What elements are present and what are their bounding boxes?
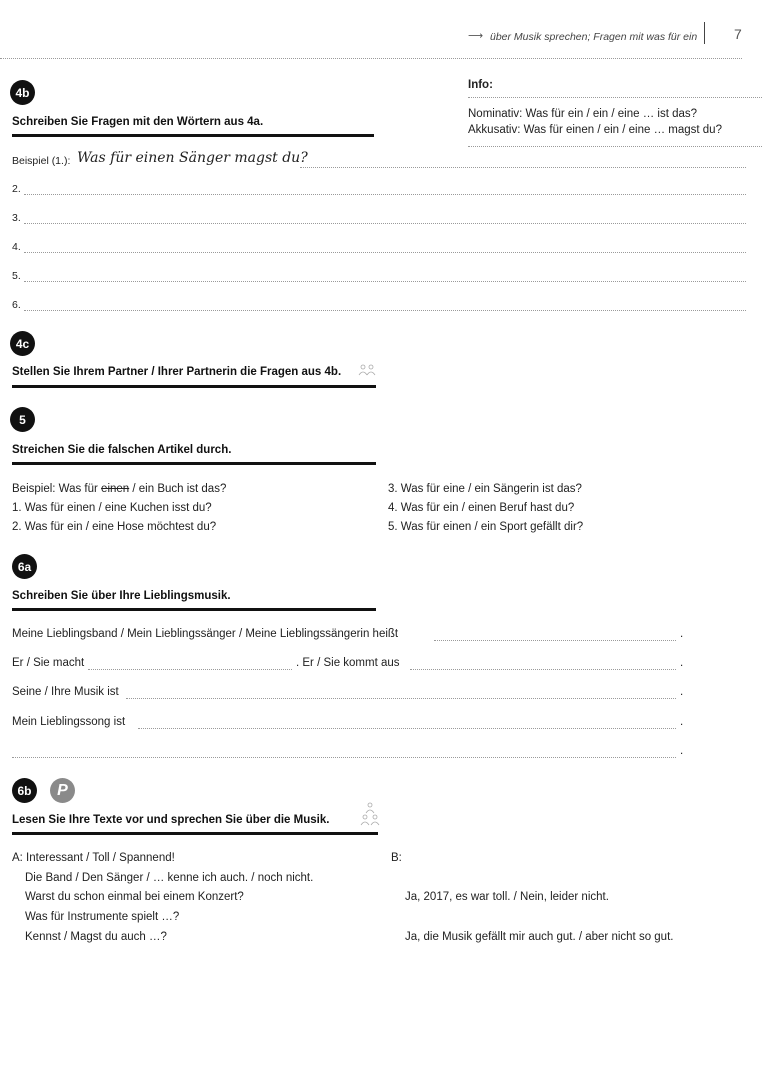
exercise-badge-6a: 6a [12, 554, 37, 579]
line-end-period: . [680, 686, 684, 698]
struck-article: einen [101, 483, 130, 495]
answer-label-6: 6. [12, 299, 21, 311]
exercise-5-item-5[interactable]: 5. Was für einen / ein Sport gefällt dir? [388, 521, 584, 533]
line-end-period: . [680, 657, 684, 669]
dialog-a-line: Die Band / Den Sänger / … kenne ich auch. / noch nicht. [25, 872, 314, 884]
header-divider [704, 22, 705, 44]
arrow-icon: ⟶ [468, 30, 484, 42]
example-suffix: / ein Buch ist das? [129, 483, 227, 495]
music-description-label: Seine / Ihre Musik ist [12, 686, 119, 698]
answer-label-2: 2. [12, 183, 21, 195]
example-prefix: Beispiel: Was für [12, 483, 102, 495]
favorite-band-label: Meine Lieblingsband / Mein Lieblingssänger / Meine Lieblingssängerin heißt [12, 628, 399, 640]
example-answer-line [300, 167, 746, 168]
info-nominativ: Nominativ: Was für ein / ein / eine … ist das? [468, 108, 698, 120]
exercise-5-instruction: Streichen Sie die falschen Artikel durch. [12, 444, 232, 456]
exercise-5-item-4[interactable]: 4. Was für ein / einen Beruf hast du? [388, 502, 575, 514]
exercise-5-item-2[interactable]: 2. Was für ein / eine Hose möchtest du? [12, 521, 217, 533]
answer-field-3[interactable] [24, 223, 746, 224]
favorite-song-label: Mein Lieblingssong ist [12, 716, 126, 728]
exercise-6a-instruction: Schreiben Sie über Ihre Lieblingsmusik. [12, 590, 231, 602]
dialog-a-line: Was für Instrumente spielt …? [25, 911, 180, 923]
answer-label-4: 4. [12, 241, 21, 253]
group-work-icon [360, 802, 380, 828]
exercise-5-item-3[interactable]: 3. Was für eine / ein Sängerin ist das? [388, 483, 582, 495]
answer-field-4[interactable] [24, 252, 746, 253]
origin-label: . Er / Sie kommt aus [296, 657, 400, 669]
info-akkusativ: Akkusativ: Was für einen / ein / eine … magst du? [468, 124, 722, 136]
origin-field[interactable] [410, 669, 676, 670]
line-end-period: . [680, 716, 684, 728]
dialog-a-line: A: Interessant / Toll / Spannend! [12, 852, 175, 864]
header-line [0, 58, 742, 59]
music-genre-field[interactable] [88, 669, 292, 670]
exercise-4b-instruction: Schreiben Sie Fragen mit den Wörtern aus 4a. [12, 116, 264, 128]
exercise-badge-4b: 4b [10, 80, 35, 105]
dialog-a-line: Kennst / Magst du auch …? [25, 931, 167, 943]
exercise-6a-rule [12, 608, 376, 611]
dialog-a-line: Warst du schon einmal bei einem Konzert? [25, 891, 244, 903]
exercise-5-example [12, 483, 226, 495]
answer-field-6[interactable] [24, 310, 746, 311]
favorite-song-field[interactable] [138, 728, 676, 729]
answer-field-2[interactable] [24, 194, 746, 195]
dialog-b-line: Ja, 2017, es war toll. / Nein, leider nicht. [405, 891, 609, 903]
info-label: Info: [468, 79, 493, 91]
answer-field-5[interactable] [24, 281, 746, 282]
exercise-badge-5: 5 [10, 407, 35, 432]
answer-label-3: 3. [12, 212, 21, 224]
exam-prep-badge: P [50, 778, 75, 803]
exercise-4c-instruction: Stellen Sie Ihrem Partner / Ihrer Partnerin die Fragen aus 4b. [12, 366, 342, 378]
example-answer-handwritten: Was für einen Sänger magst du? [77, 150, 308, 166]
exercise-5-item-1[interactable]: 1. Was für einen / eine Kuchen isst du? [12, 502, 212, 514]
free-text-field[interactable] [12, 757, 676, 758]
example-label: Beispiel (1.): [12, 155, 71, 167]
dialog-b-label: B: [391, 852, 402, 864]
music-description-field[interactable] [126, 698, 676, 699]
dialog-b-line: Ja, die Musik gefällt mir auch gut. / aber nicht so gut. [405, 931, 674, 943]
page-topic: über Musik sprechen; Fragen mit was für ein [490, 31, 698, 43]
exercise-4b-rule [12, 134, 374, 137]
page-number: 7 [734, 26, 742, 42]
exercise-6b-instruction: Lesen Sie Ihre Texte vor und sprechen Sie über die Musik. [12, 814, 330, 826]
line-end-period: . [680, 628, 684, 640]
exercise-5-rule [12, 462, 376, 465]
music-genre-label: Er / Sie macht [12, 657, 85, 669]
exercise-6b-rule [12, 832, 378, 835]
favorite-band-field[interactable] [434, 640, 676, 641]
partner-work-icon [358, 364, 376, 376]
line-end-period: . [680, 745, 684, 757]
info-bottom-line [468, 146, 762, 147]
exercise-badge-4c: 4c [10, 331, 35, 356]
answer-label-5: 5. [12, 270, 21, 282]
exercise-4c-rule [12, 385, 376, 388]
exercise-badge-6b: 6b [12, 778, 37, 803]
info-top-line [468, 97, 762, 98]
